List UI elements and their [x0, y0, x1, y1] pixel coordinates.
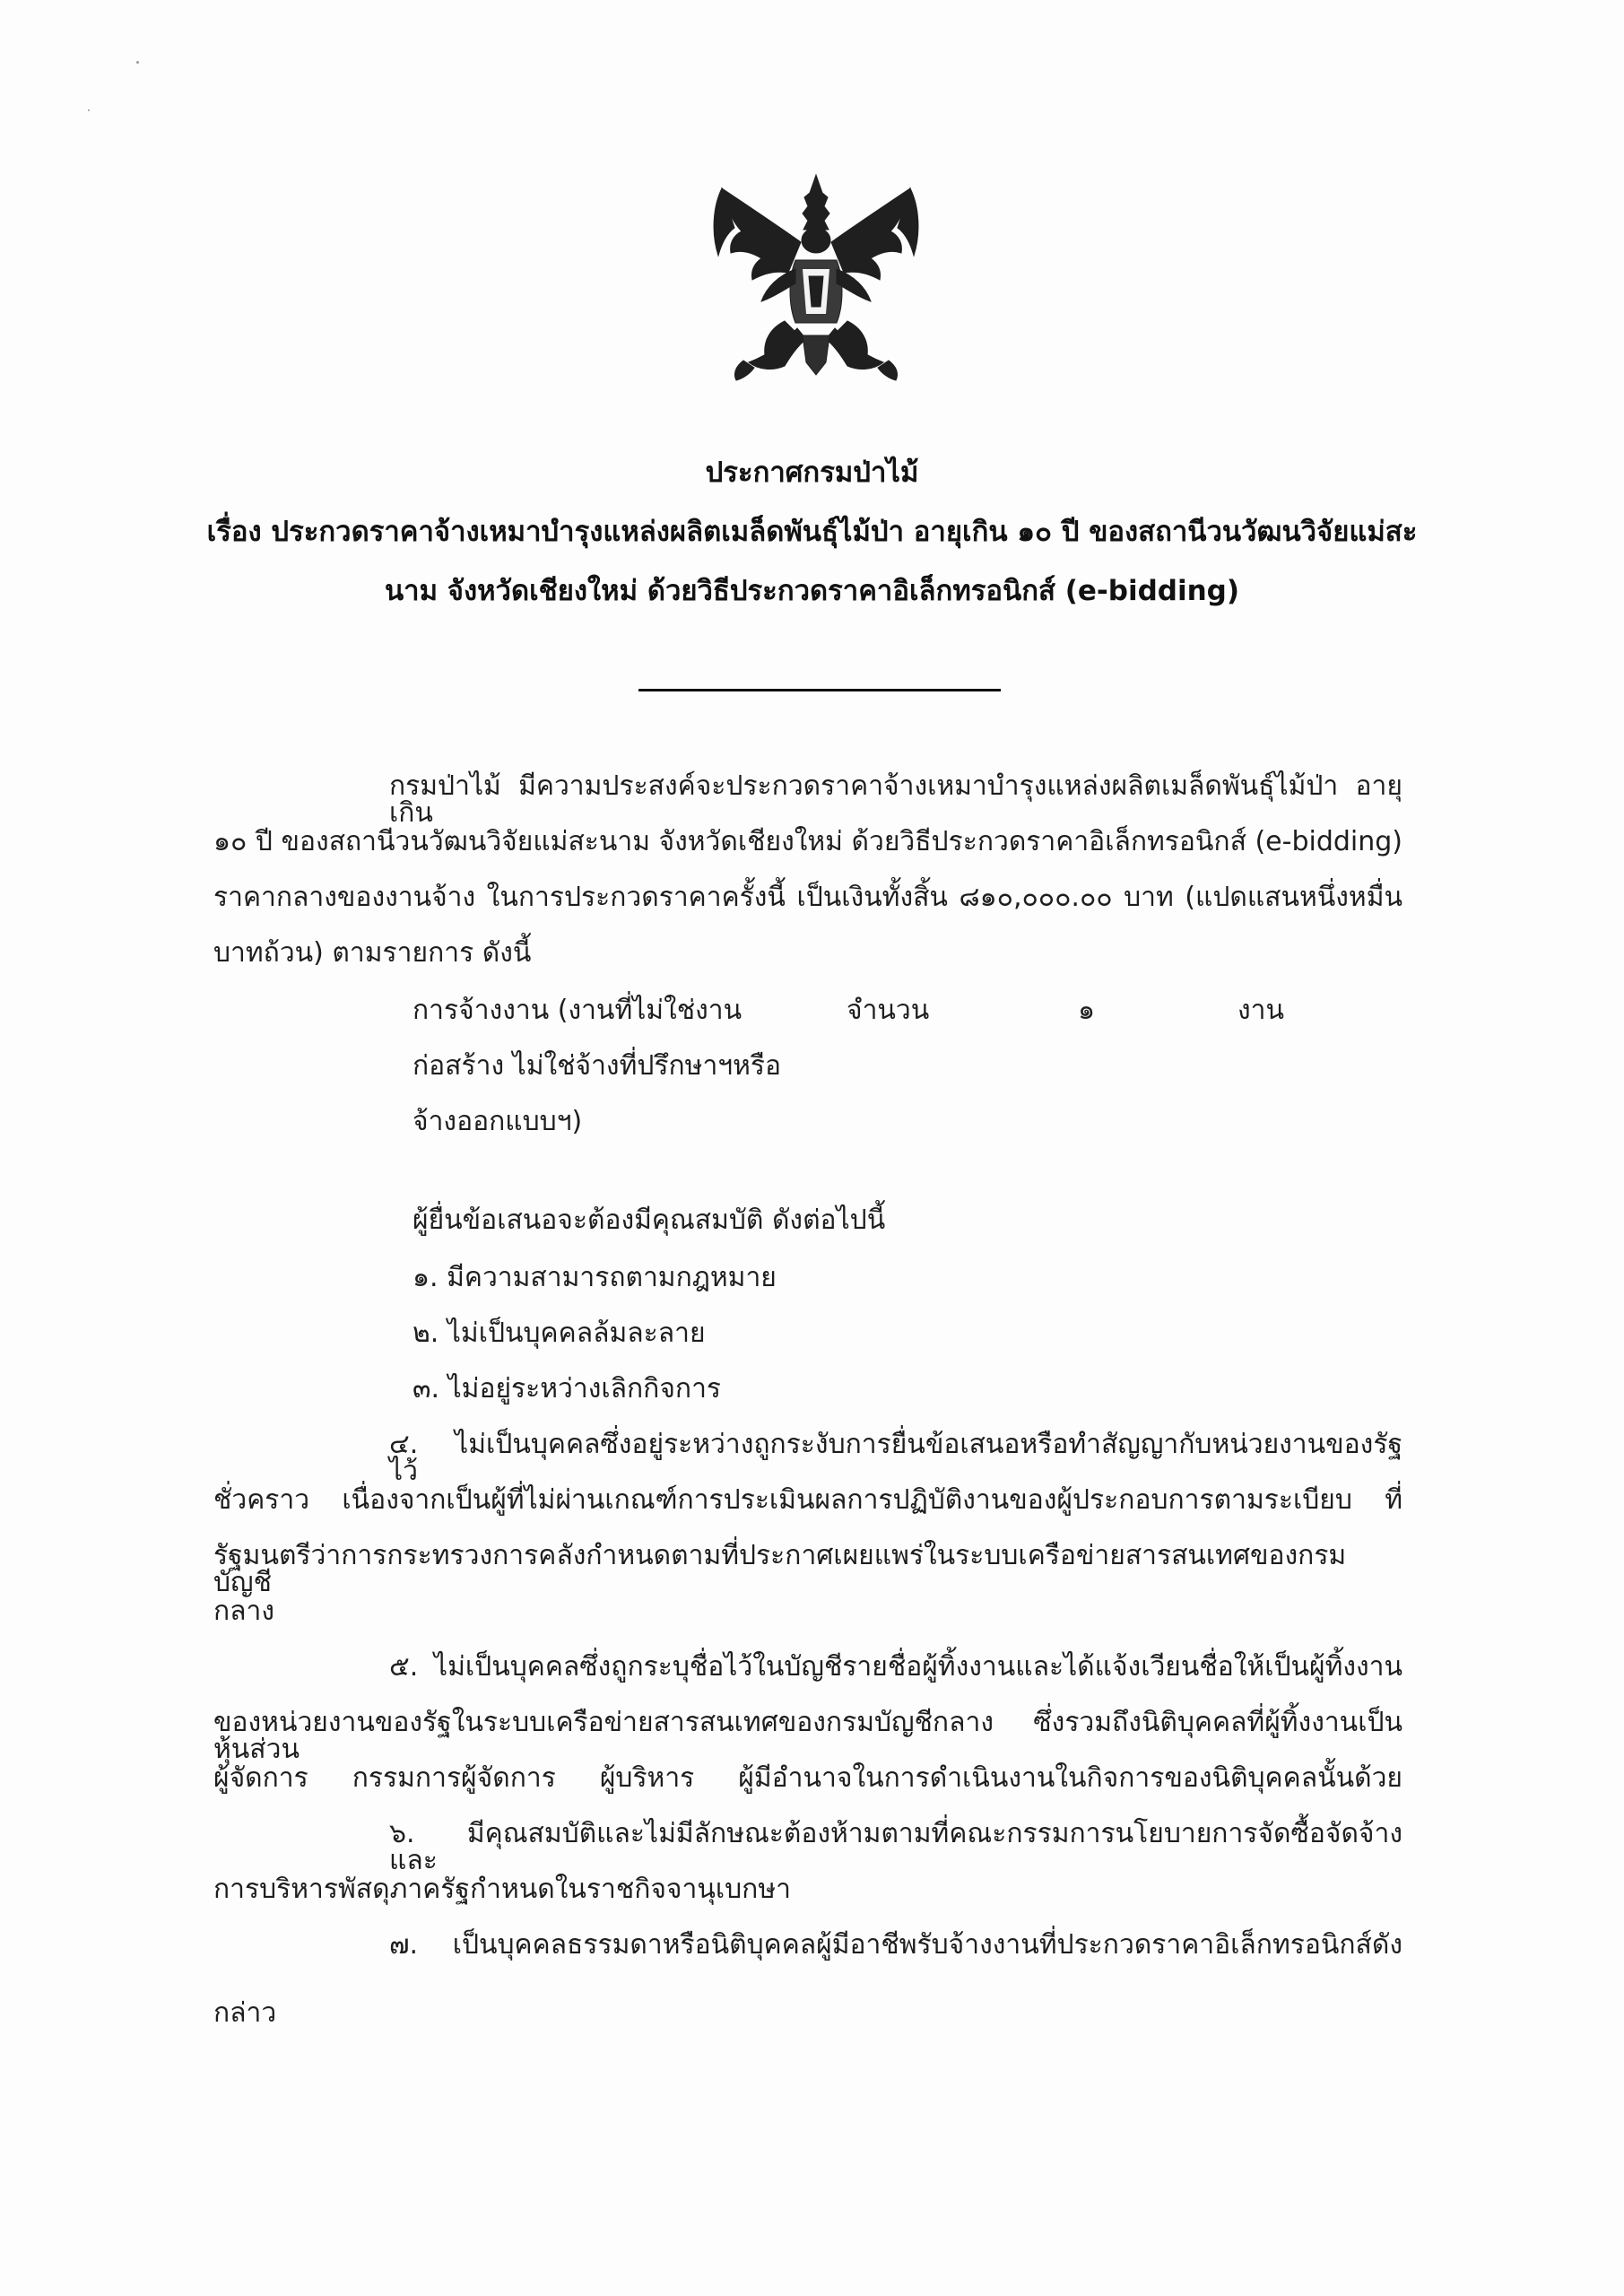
qualification-text: การบริหารพัสดุภาครัฐกำหนดในราชกิจจานุเบกษา — [213, 1874, 791, 1905]
qualification-item: ๗. เป็นบุคคลธรรมดาหรือนิติบุคคลผู้มีอาชีพรับจ้างงานที่ประกวดราคาอิเล็กทรอนิกส์ดัง — [389, 1929, 1403, 1961]
qualification-item: ๔. ไม่เป็นบุคคลซึ่งอยู่ระหว่างถูกระงับการยื่นข้อเสนอหรือทำสัญญากับหน่วยงานของรัฐไว้ — [389, 1429, 1403, 1487]
qualification-item: ๕. ไม่เป็นบุคคลซึ่งถูกระบุชื่อไว้ในบัญชีรายชื่อผู้ทิ้งงานและได้แจ้งเวียนชื่อให้เป็นผู้ทิ้งงาน — [389, 1651, 1403, 1683]
qualifications-heading: ผู้ยื่นข้อเสนอจะต้องมีคุณสมบัติ ดังต่อไปนี้ — [413, 1205, 886, 1236]
item-unit: งาน — [1238, 995, 1285, 1026]
qualification-item: ๖. มีคุณสมบัติและไม่มีลักษณะต้องห้ามตามที่คณะกรรมการนโยบายการจัดซื้อจัดจ้างและ — [389, 1818, 1403, 1876]
qualification-item: ๓. ไม่อยู่ระหว่างเลิกกิจการ — [413, 1373, 722, 1405]
scan-speck — [88, 109, 90, 111]
subject-line: เรื่อง ประกวดราคาจ้างเหมาบำรุงแหล่งผลิตเมล็ดพันธุ์ไม้ป่า อายุเกิน ๑๐ ปี ของสถานีวนวัฒนวิจัยแม่สะ — [206, 516, 1418, 548]
item-description: จ้างออกแบบฯ) — [413, 1106, 583, 1137]
item-qty-label: จำนวน — [847, 995, 930, 1026]
intro-line: ๑๐ ปี ของสถานีวนวัฒนวิจัยแม่สะนาม จังหวัดเชียงใหม่ ด้วยวิธีประกวดราคาอิเล็กทรอนิกส์ (e-bidding) — [213, 826, 1403, 857]
item-description: ก่อสร้าง ไม่ใช่จ้างที่ปรึกษาฯหรือ — [413, 1050, 782, 1082]
intro-line: บาทถ้วน) ตามรายการ ดังนี้ — [213, 937, 532, 969]
qualification-text: ชั่วคราว เนื่องจากเป็นผู้ที่ไม่ผ่านเกณฑ์การประเมินผลการปฏิบัติงานของผู้ประกอบการตามระเบียบ ที่ — [213, 1484, 1403, 1516]
qualification-text: รัฐมนตรีว่าการกระทรวงการคลังกำหนดตามที่ประกาศเผยแพร่ในระบบเครือข่ายสารสนเทศของกรมบัญชี — [213, 1540, 1347, 1598]
subject-line: นาม จังหวัดเชียงใหม่ ด้วยวิธีประกวดราคาอิเล็กทรอนิกส์ (e-bidding) — [384, 575, 1240, 607]
item-description: การจ้างงาน (งานที่ไม่ใช่งาน — [413, 995, 743, 1026]
intro-line: ราคากลางของงานจ้าง ในการประกวดราคาครั้งนี้ เป็นเงินทั้งสิ้น ๘๑๐,๐๐๐.๐๐ บาท (แปดแสนหนึ่งหมื่น — [213, 882, 1403, 913]
garuda-emblem-icon — [695, 170, 937, 395]
intro-line: กรมป่าไม้ มีความประสงค์จะประกวดราคาจ้างเหมาบำรุงแหล่งผลิตเมล็ดพันธุ์ไม้ป่า อายุเกิน — [389, 770, 1403, 829]
title-divider — [638, 689, 1001, 691]
item-qty: ๑ — [1078, 995, 1096, 1026]
qualification-item: ๒. ไม่เป็นบุคคลล้มละลาย — [413, 1318, 706, 1349]
qualification-text: ผู้จัดการ กรรมการผู้จัดการ ผู้บริหาร ผู้มีอำนาจในการดำเนินงานในกิจการของนิติบุคคลนั้นด้วย — [213, 1762, 1403, 1794]
qualification-text: กลาง — [213, 1596, 275, 1627]
scan-speck — [136, 61, 139, 64]
qualification-item: ๑. มีความสามารถตามกฎหมาย — [413, 1262, 777, 1293]
qualification-text: กล่าว — [213, 1997, 277, 2029]
qualification-text: ของหน่วยงานของรัฐในระบบเครือข่ายสารสนเทศของกรมบัญชีกลาง ซึ่งรวมถึงนิติบุคคลที่ผู้ทิ้งงานเป็นหุ้นส่วน — [213, 1707, 1403, 1765]
document-title: ประกาศกรมป่าไม้ — [705, 457, 919, 489]
